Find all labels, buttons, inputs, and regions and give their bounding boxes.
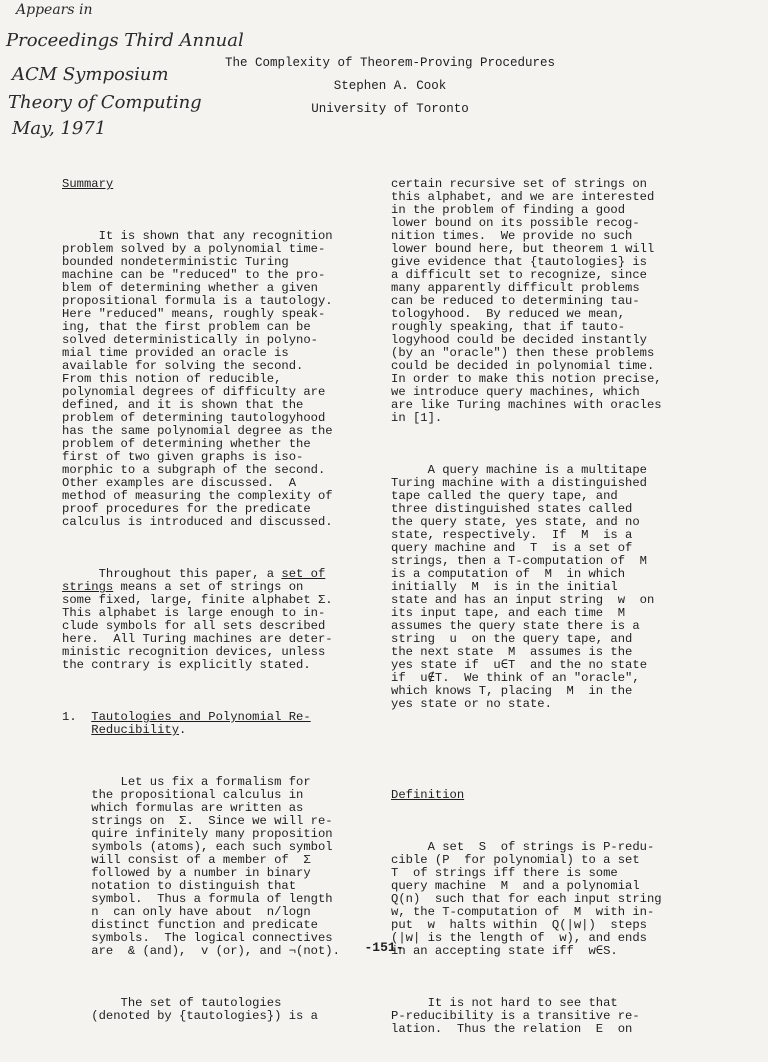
paper-header bbox=[200, 56, 580, 125]
right-column bbox=[391, 152, 721, 1062]
paragraph-transitive: It is not hard to see that P-reducibility is a transitive re- lation. Thus the relation E on bbox=[391, 996, 640, 1036]
paragraph-p-reducible: A set S of strings is P-redu- cible (P for polynomial) to a set T of strings iff there is some query machine M and a polynomial Q(n) such that for each input string w, the T-computation of M with in- put w halts within Q(|w|) steps (|w| is the length of w), and ends in an accepting state iff w∈S. bbox=[391, 840, 662, 958]
annotation-line: Proceedings Third Annual bbox=[6, 30, 244, 51]
annotation-line: Theory of Computing bbox=[8, 92, 202, 113]
paragraph-tautologies: The set of tautologies (denoted by {tautologies}) is a bbox=[91, 996, 318, 1023]
paragraph-query-machine: A query machine is a multitape Turing machine with a distinguished tape called the query tape, and three distinguished states called the query state, yes state, and no state, respectively. If M is a query machine and T is a set of strings, then a T-computation of M is a computation of M in which initially M is in the initial state and has an input string w on its input tape, and each time M assumes the query state there is a string u on the query tape, and the next state M assumes is the yes state if u∈T and the no state if u∉T. We think of an "oracle", which knows T, placing M in the yes state or no state. bbox=[391, 463, 655, 711]
page-number: -151- bbox=[364, 940, 404, 955]
annotation-line: ACM Symposium bbox=[12, 64, 169, 85]
paragraph-set-of-strings: Throughout this paper, a set of strings means a set of strings on some fixed, large, finite alphabet Σ. This alphabet is large enough to in- clude symbols for all sets described here. All Turing machines are deter- ministic recognition devices, unless the contrary is explicitly stated. bbox=[62, 567, 333, 672]
paragraph-formalism: Let us fix a formalism for the propositional calculus in which formulas are written as strings on Σ. Since we will re- quire infinitely many proposition symbols (atoms), each such symbol will consist of a member of Σ followed by a number in binary notation to distinguish that symbol. Thus a formula of length n can only have about n/logn distinct function and predicate symbols. The logical connectives are & (and), v (or), and ¬(not). bbox=[91, 775, 340, 958]
term-strings: strings bbox=[62, 580, 114, 594]
paper-title: The Complexity of Theorem-Proving Procedures bbox=[224, 56, 556, 70]
paper-author: Stephen A. Cook bbox=[333, 79, 447, 93]
annotation-line: May, 1971 bbox=[12, 118, 107, 139]
term-set-of: set of bbox=[281, 567, 326, 581]
annotation-line: Appears in bbox=[16, 2, 93, 18]
summary-heading: Summary bbox=[62, 177, 114, 191]
definition-heading: Definition bbox=[391, 788, 465, 802]
summary-paragraph: It is shown that any recognition problem solved by a polynomial time- bounded nondeterministic Turing machine can be "reduced" to the pro- blem of determining whether a given propositional formula is a tautology. Here "reduced" means, roughly speak- ing, that the first problem can be solved deterministically in polyno- mial time provided an oracle is available for solving the second. From this notion of reducible, polynomial degrees of difficulty are defined, and it is shown that the problem of determining tautologyhood has the same polynomial degree as the problem of determining whether the first of two given graphs is iso- morphic to a subgraph of the second. Other examples are discussed. A method of measuring the complexity of proof procedures for the predicate calculus is introduced and discussed. bbox=[62, 229, 333, 529]
paragraph-recursive-set: certain recursive set of strings on this alphabet, and we are interested in the problem of finding a good lower bound on its possible recog- nition times. We provide no such lower bound here, but theorem 1 will give evidence that {tautologies} is a difficult set to recognize, since many apparently difficult problems can be reduced to determining tau- tologyhood. By reduced we mean, roughly speaking, that if tauto- logyhood could be decided instantly (by an "oracle") then these problems could be decided in polynomial time. In order to make this notion precise, we introduce query machines, which are like Turing machines with oracles in [1]. bbox=[391, 177, 662, 425]
definition-spacer bbox=[391, 750, 721, 763]
section-heading: 1. Tautologies and Polynomial Re- Reducibility. bbox=[62, 710, 311, 737]
left-column bbox=[62, 152, 362, 1049]
paper-affiliation: University of Toronto bbox=[311, 102, 469, 116]
